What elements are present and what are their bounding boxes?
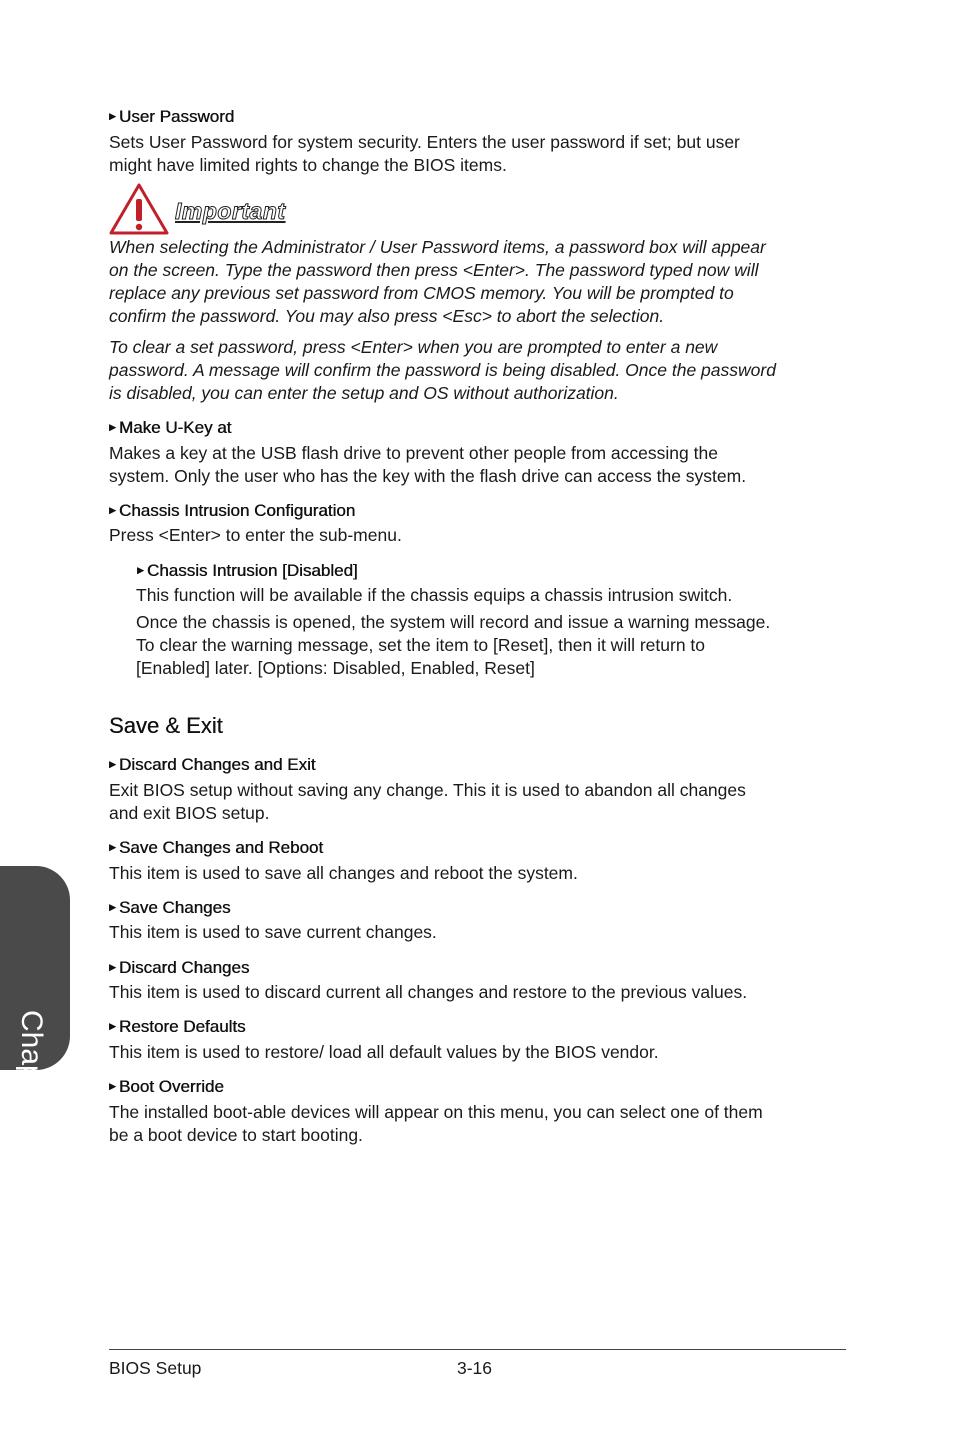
triangle-bullet-icon: ▶ xyxy=(109,1021,116,1031)
warning-triangle-icon xyxy=(108,182,170,236)
item-title-chassis-config: ▶ Chassis Intrusion Configuration xyxy=(109,501,356,520)
body-user-password: Sets User Password for system security. Enters the user password if set; but user might have limited rights to change the BIOS items. xyxy=(109,132,740,175)
body-save-reboot: This item is used to save all changes and reboot the system. xyxy=(109,863,578,883)
triangle-bullet-icon: ▶ xyxy=(109,962,116,972)
triangle-bullet-icon: ▶ xyxy=(109,505,116,515)
item-title-save-reboot: ▶ Save Changes and Reboot xyxy=(109,838,324,857)
important-title: Important xyxy=(175,198,286,224)
triangle-bullet-icon: ▶ xyxy=(109,759,116,769)
footer-divider xyxy=(109,1349,846,1350)
chapter-tab-label: Chapter 3 xyxy=(15,1010,48,1142)
important-paragraph-2: To clear a set password, press <Enter> when you are prompted to enter a new password. A message will confirm the password is being disabled. Once the password is disabled, you can enter the setup and OS without authorization. xyxy=(109,337,776,403)
footer-section-label: BIOS Setup xyxy=(109,1358,202,1378)
body-chassis-config: Press <Enter> to enter the sub-menu. xyxy=(109,525,402,545)
item-title-restore-defaults: ▶ Restore Defaults xyxy=(109,1017,246,1036)
item-title-boot-override: ▶ Boot Override xyxy=(109,1077,224,1096)
triangle-bullet-icon: ▶ xyxy=(109,1081,116,1091)
body-discard-changes: This item is used to discard current all changes and restore to the previous values. xyxy=(109,982,748,1002)
item-title-chassis-intrusion: ▶ Chassis Intrusion [Disabled] xyxy=(137,561,358,580)
body-discard-exit: Exit BIOS setup without saving any change. This it is used to abandon all changes and exit BIOS setup. xyxy=(109,780,746,823)
body-boot-override: The installed boot-able devices will appear on this menu, you can select one of them be a boot device to start booting. xyxy=(109,1102,763,1145)
item-title-make-ukey: ▶ Make U-Key at xyxy=(109,418,232,437)
section-heading-save-exit: Save & Exit xyxy=(109,713,223,738)
triangle-bullet-icon: ▶ xyxy=(137,565,144,575)
footer-page-number: 3-16 xyxy=(457,1358,493,1378)
item-title-save-changes: ▶ Save Changes xyxy=(109,898,231,917)
triangle-bullet-icon: ▶ xyxy=(109,111,116,121)
body-chassis-intrusion-2: Once the chassis is opened, the system will record and issue a warning message. To clear the warning message, set the item to [Reset], then it will return to [Enabled] later. [Options: Disabled, Enabled, Reset] xyxy=(136,612,771,678)
important-paragraph-1: When selecting the Administrator / User Password items, a password box will appear on the screen. Type the password then press <Enter>. The password typed now will replace any previous set password from CMOS memory. You will be prompted to confirm the password. You may also press <Esc> to abort the selection. xyxy=(109,237,766,326)
triangle-bullet-icon: ▶ xyxy=(109,842,116,852)
body-chassis-intrusion-1: This function will be available if the chassis equips a chassis intrusion switch. xyxy=(136,585,733,605)
item-title-discard-changes: ▶ Discard Changes xyxy=(109,958,250,977)
body-save-changes: This item is used to save current changes. xyxy=(109,922,437,942)
triangle-bullet-icon: ▶ xyxy=(109,902,116,912)
triangle-bullet-icon: ▶ xyxy=(109,422,116,432)
item-title-discard-exit: ▶ Discard Changes and Exit xyxy=(109,755,316,774)
body-restore-defaults: This item is used to restore/ load all default values by the BIOS vendor. xyxy=(109,1042,659,1062)
item-title-user-password: ▶ User Password xyxy=(109,107,235,126)
body-make-ukey: Makes a key at the USB flash drive to prevent other people from accessing the system. Only the user who has the key with the flash drive can access the system. xyxy=(109,443,747,486)
